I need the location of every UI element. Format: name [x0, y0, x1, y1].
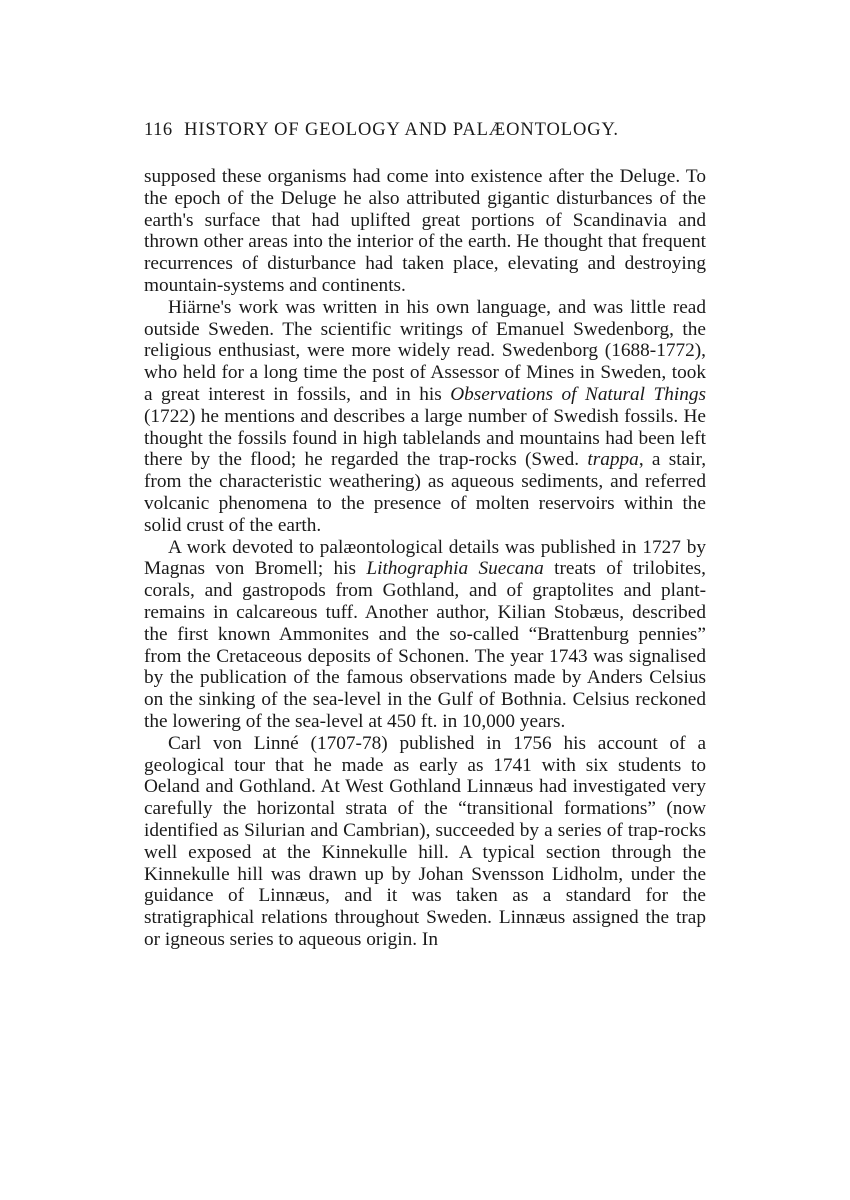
page-number: 116	[144, 120, 173, 140]
running-header	[144, 120, 706, 141]
paragraph-text: supposed these organisms had come into existence after the Deluge. To the epoch of the Deluge he also attributed gigantic disturbances of the earth's surface that had uplifted great portions of Scandinavia and thrown other areas into the interior of the earth. He thought that frequent recurrences of disturbance had taken place, elevating and destroying mountain-systems and continents.	[144, 166, 706, 296]
running-title: HISTORY OF GEOLOGY AND PALÆONTOLOGY.	[184, 120, 619, 140]
italic-title-text: trappa	[587, 449, 639, 471]
paragraph	[144, 733, 706, 951]
paragraph-text: (1722) he mentions and describes a large number of Swedish fossils. He thought the fossils found in high tablelands and mountains had been left there by the flood; he regarded the trap-rocks (Swed.	[144, 405, 706, 471]
body-text	[144, 166, 706, 951]
paragraph	[144, 166, 706, 297]
paragraph-text: A work devoted to palæontological details was published in 1727 by Magnas von Bromell; his	[144, 536, 706, 580]
paragraph	[144, 537, 706, 733]
italic-title-text: Lithographia Suecana	[366, 558, 544, 580]
paragraph-text: , a stair, from the characteristic weathering) as aqueous sediments, and referred volcanic phenomena to the presence of molten reservoirs within the solid crust of the earth.	[144, 449, 707, 536]
paragraph-text: Hiärne's work was written in his own language, and was little read outside Sweden. The scientific writings of Emanuel Swedenborg, the religious enthusiast, were more widely read. Swedenborg (1688-1772), who held for a long time the post of Assessor of Mines in Sweden, took a great interest in fossils, and in his	[144, 296, 706, 405]
paragraph-text: treats of trilobites, corals, and gastropods from Gothland, and of graptolites and plant-remains in calcareous tuff. Another author, Kilian Stobæus, described the first known Ammonites and the so-called “Brattenburg pennies” from the Cretaceous deposits of Schonen. The year 1743 was signalised by the publication of the famous observations made by Anders Celsius on the sinking of the sea-level in the Gulf of Bothnia. Celsius reckoned the lowering of the sea-level at 450 ft. in 10,000 years.	[144, 558, 706, 732]
paragraph-text: Carl von Linné (1707-78) published in 1756 his account of a geological tour that he made as early as 1741 with six students to Oeland and Gothland. At West Gothland Linnæus had investigated very carefully the horizontal strata of the “transitional formations” (now identified as Silurian and Cambrian), succeeded by a series of trap-rocks well exposed at the Kinnekulle hill. A typical section through the Kinnekulle hill was drawn up by Johan Svensson Lidholm, under the guidance of Linnæus, and it was taken as a standard for the stratigraphical relations throughout Sweden. Linnæus assigned the trap or igneous series to aqueous origin. In	[144, 732, 706, 950]
paragraph	[144, 297, 706, 537]
italic-title-text: Observations of Natural Things	[450, 383, 706, 405]
